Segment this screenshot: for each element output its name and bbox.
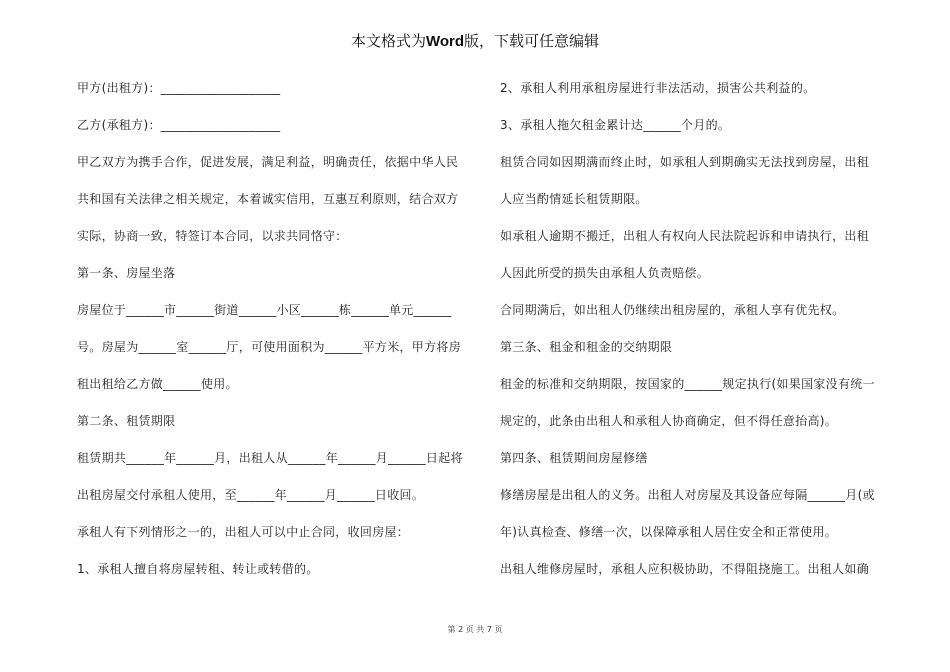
text-line: 1、承租人擅自将房屋转租、转让或转借的。 [77,562,319,576]
text-line: 租赁合同如因期满而终止时，如承租人到期确实无法找到房屋，出租 [500,155,870,169]
text-line: 合同期满后，如出租人仍继续出租房屋的，承租人享有优先权。 [500,303,845,317]
page-footer [0,624,950,635]
text-line: 如承租人逾期不搬迁，出租人有权向人民法院起诉和申请执行，出租 [500,229,870,243]
left-column [77,70,472,588]
header-word: Word [425,33,465,50]
text-line: 租金的标准和交纳期限，按国家的______规定执行(如果国家没有统一 [500,377,875,391]
text-line: 第一条、房屋坐落 [77,266,176,280]
text-line: 出租房屋交付承租人使用，至______年______月______日收回。 [77,488,425,502]
text-line: 第三条、租金和租金的交纳期限 [500,340,673,354]
text-line: 人应当酌情延长租赁期限。 [500,192,648,206]
header-suffix: 版，下载可任意编辑 [464,32,600,50]
text-line: 乙方(承租方)：___________________ [77,118,281,132]
text-line: 人因此所受的损失由承租人负责赔偿。 [500,266,710,280]
text-line: 共和国有关法律之相关规定，本着诚实信用，互惠互利原则，结合双方 [77,192,459,206]
text-line: 出租人维修房屋时，承租人应积极协助，不得阻挠施工。出租人如确 [500,562,870,576]
text-line: 租赁期共______年______月，出租人从______年______月______日起将 [77,451,463,465]
text-line: 2、承租人利用承租房屋进行非法活动，损害公共利益的。 [500,81,816,95]
text-line: 承租人有下列情形之一的，出租人可以中止合同，收回房屋： [77,525,410,539]
header-prefix: 本文格式为 [350,32,426,50]
text-line: 规定的，此条由出租人和承租人协商确定，但不得任意抬高)。 [500,414,838,428]
text-line: 3、承租人拖欠租金累计达______个月的。 [500,118,731,132]
text-line: 租出租给乙方做______使用。 [77,377,238,391]
page-number: 第 2 页 共 7 页 [447,625,503,634]
text-line: 修缮房屋是出租人的义务。出租人对房屋及其设备应每隔______月(或 [500,488,875,502]
text-line: 甲乙双方为携手合作，促进发展，满足利益，明确责任，依据中华人民 [77,155,459,169]
right-column [500,70,890,588]
text-line: 第二条、租赁期限 [77,414,176,428]
text-line: 号。房屋为______室______厅，可使用面积为______平方米，甲方将房 [77,340,462,354]
text-line: 第四条、租赁期间房屋修缮 [500,451,648,465]
text-line: 年)认真检查、修缮一次，以保障承租人居住安全和正常使用。 [500,525,838,539]
text-line: 实际，协商一致，特签订本合同，以求共同恪守： [77,229,348,243]
document-header [0,30,950,51]
text-line: 房屋位于______市______街道______小区______栋______单元______ [77,303,452,317]
text-line: 甲方(出租方)：___________________ [77,81,281,95]
